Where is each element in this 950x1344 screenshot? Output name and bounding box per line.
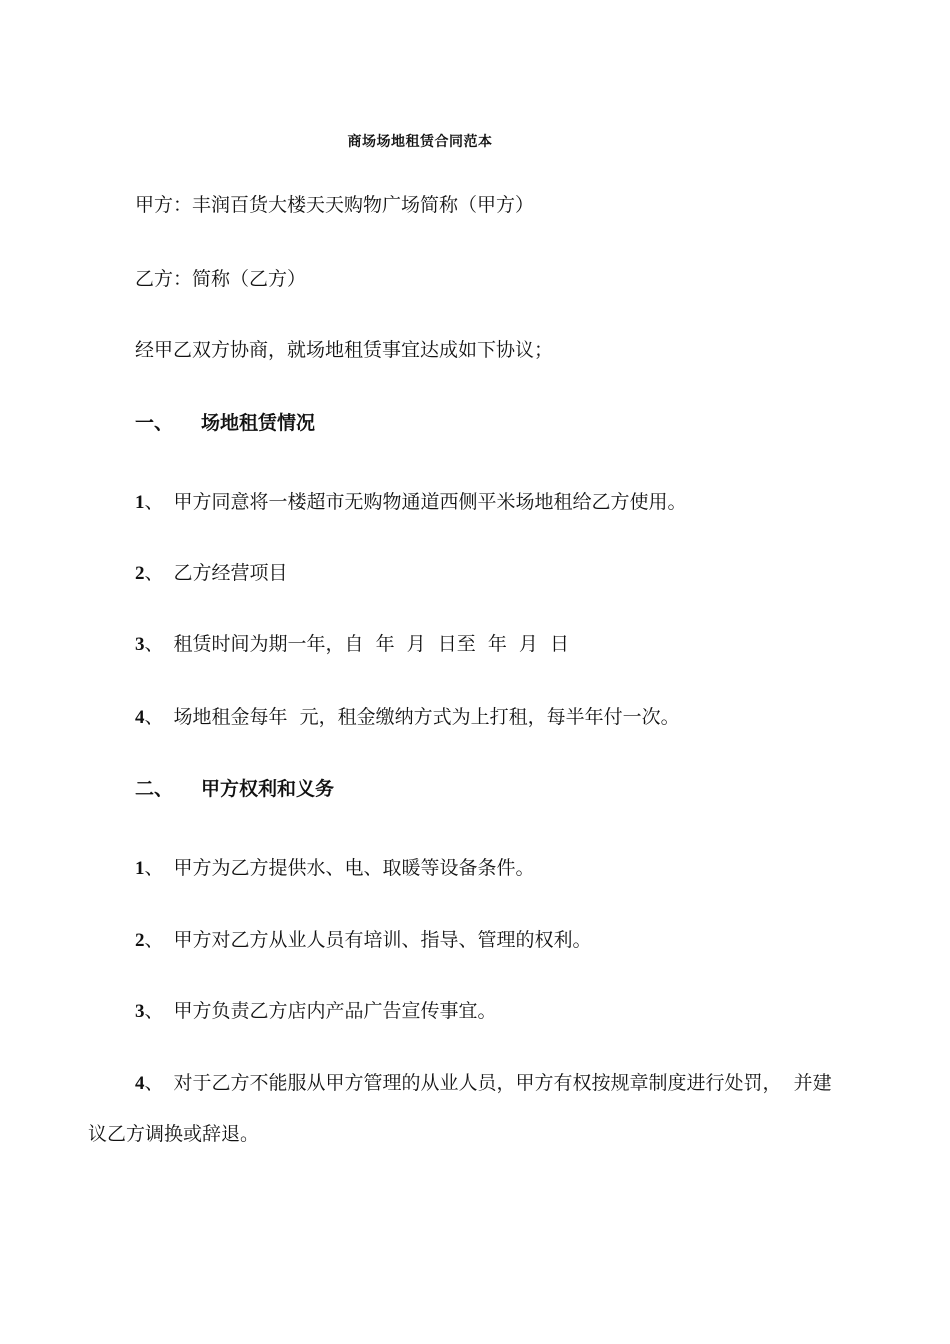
clause-text: 场地租金每年 元，租金缴纳方式为上打租，每半年付一次。 [173,706,680,728]
clause-number: 3 [135,1001,145,1022]
clause-number: 3 [135,634,145,655]
clause-number: 1 [135,858,145,879]
clause-separator: 、 [144,491,164,513]
clause-text: 甲方对乙方从业人员有培训、指导、管理的权利。 [173,929,592,951]
section-heading [135,777,334,801]
party-b-line: 乙方：简称（乙方） [135,268,307,290]
clause-separator: 、 [144,857,164,879]
section-heading [135,411,315,435]
clause-number: 2 [135,930,145,951]
clause-number: 4 [135,707,145,728]
clause-item [135,490,687,515]
clause-item [135,928,592,953]
clause-number: 4 [135,1073,145,1094]
clause-number: 1 [135,492,145,513]
clause-text: 甲方同意将一楼超市无购物通道西侧平米场地租给乙方使用。 [173,491,687,513]
section-number: 二、 [135,778,174,800]
party-a-line: 甲方：丰润百货大楼天天购物广场简称（甲方） [135,194,535,216]
section-title: 甲方权利和义务 [201,778,335,800]
clause-text: 乙方经营项目 [173,562,288,584]
clause-separator: 、 [144,1000,164,1022]
clause-text: 租赁时间为期一年，自 年 月 日至 年 月 日 [173,633,569,655]
clause-item [135,856,535,881]
clause-text: 对于乙方不能服从甲方管理的从业人员，甲方有权按规章制度进行处罚， 并建 [173,1072,832,1094]
section-number: 一、 [135,412,174,434]
section-title: 场地租赁情况 [201,412,316,434]
clause-separator: 、 [144,633,164,655]
clause-item [135,1071,880,1096]
clause-item [135,632,569,657]
clause-continuation: 议乙方调换或辞退。 [88,1123,260,1145]
clause-text: 甲方负责乙方店内产品广告宣传事宜。 [173,1000,497,1022]
clause-item [135,999,497,1024]
clause-separator: 、 [144,706,164,728]
clause-separator: 、 [144,562,164,584]
clause-separator: 、 [144,1072,164,1094]
clause-item [135,705,680,730]
clause-separator: 、 [144,929,164,951]
clause-text: 甲方为乙方提供水、电、取暖等设备条件。 [173,857,535,879]
preamble-line: 经甲乙双方协商，就场地租赁事宜达成如下协议； [135,339,554,361]
document-title: 商场场地租赁合同范本 [347,134,493,150]
clause-item [135,561,288,586]
clause-number: 2 [135,563,145,584]
